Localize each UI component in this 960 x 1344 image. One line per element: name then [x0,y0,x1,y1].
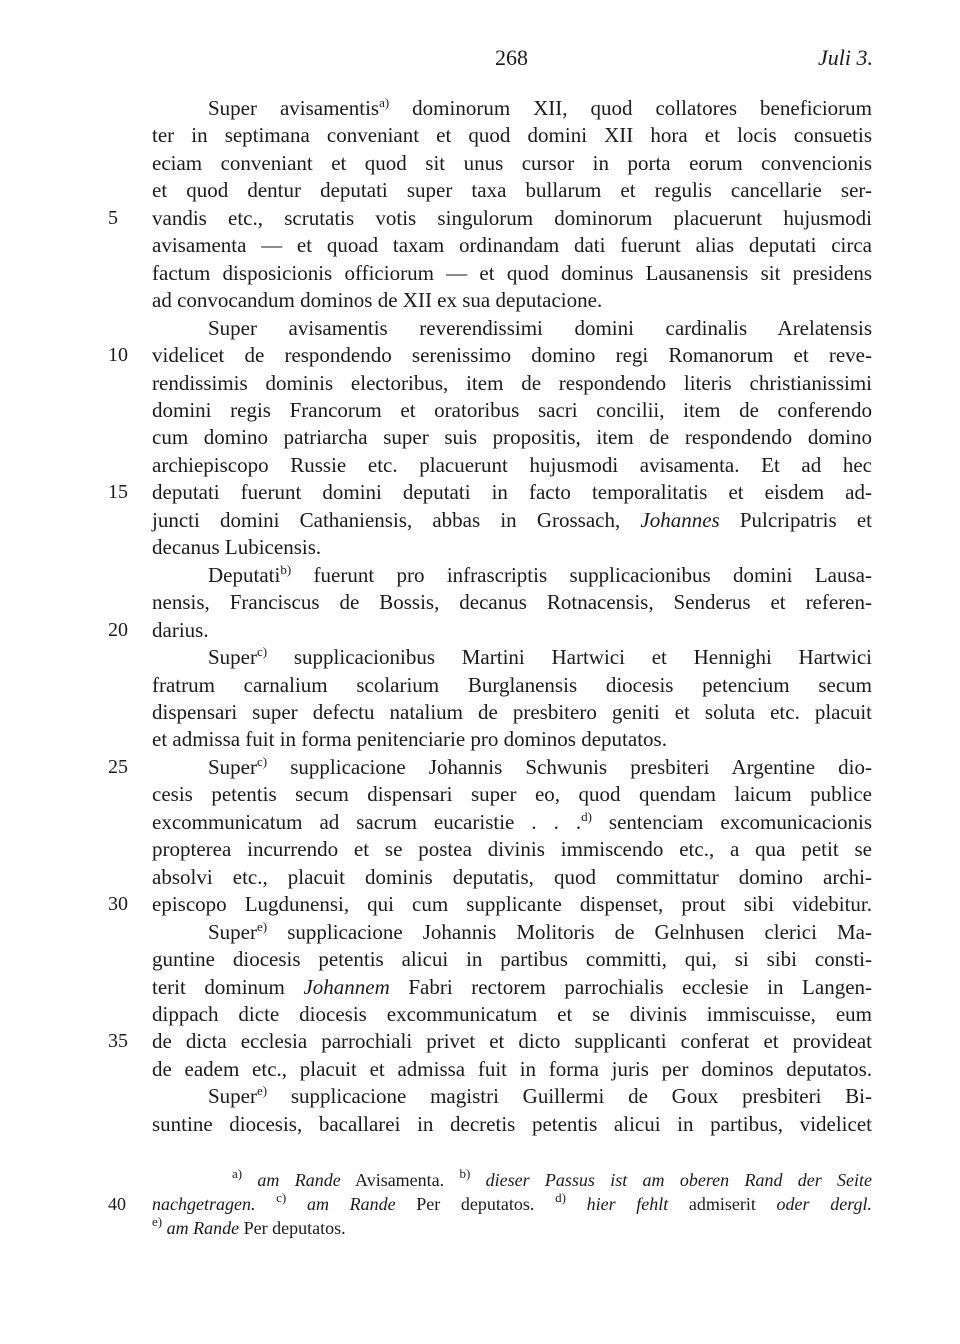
footnote-marker: e) [257,1083,268,1099]
footnote-line [152,1216,872,1240]
footnote-marker: b) [280,561,292,577]
text-segment: absolvi etc., placuit dominis deputatis, quod committatur domino archi- [152,864,872,889]
text-segment: juncti domini Cathaniensis, abbas in Grossach, [152,507,641,532]
italic-text: nachgetragen. [152,1194,256,1214]
text-segment: et quod dentur deputati super taxa bullarum et regulis cancellarie ser- [152,178,872,203]
text-segment: deputati fuerunt domini deputati in facto temporalitatis et eisdem ad- [152,480,872,505]
line-number: 20 [108,618,128,641]
text-line [152,1001,872,1028]
text-line [152,397,872,424]
text-segment: supplicacione Johannis Schwunis presbiteri Argentine dio- [267,754,872,779]
text-line [152,150,872,177]
text-segment: Super avisamentis [208,96,380,120]
text-segment: Super [208,754,257,779]
text-line [152,1056,872,1083]
text-segment: Super avisamentis reverendissimi domini cardinalis Arelatensis [208,315,872,340]
text-line [152,452,872,479]
text-line [152,1111,872,1138]
text-segment [242,1170,257,1190]
text-segment: supplicacione magistri Guillermi de Goux presbiteri Bi- [267,1084,872,1109]
text-segment: guntine diocesis petentis alicui in partibus committi, qui, si sibi consti- [152,947,872,972]
text-segment: excommunicatum ad sacrum eucaristie . . . [152,809,582,834]
italic-text: Johannem [303,974,390,999]
text-segment [470,1170,485,1190]
line-number: 15 [108,481,128,504]
footnote-marker: c) [257,644,268,660]
text-segment: de dicta ecclesia parrochiali privet et dicto supplicanti conferat et provideat [152,1029,872,1054]
text-line [152,95,872,122]
footnote-marker: a) [379,95,390,110]
text-segment: eciam conveniant et quod sit unus cursor in porta eorum convencionis [152,150,872,175]
text-segment: vandis etc., scrutatis votis singulorum dominorum placuerunt hujusmodi [152,205,872,230]
text-segment: terit dominum [152,974,304,999]
text-line [152,946,872,973]
text-segment: Avisamenta. [340,1170,460,1190]
text-line [152,974,872,1001]
footnote-marker: b) [459,1166,471,1181]
text-line [152,122,872,149]
italic-text: dieser Passus ist am oberen Rand der Seite [485,1170,873,1190]
text-segment: dispensari super defectu natalium de presbitero geniti et soluta etc. placuit [152,699,872,724]
text-segment: archiepiscopo Russie etc. placuerunt hujusmodi avisamenta. Et ad hec [152,452,872,477]
text-line [152,315,872,342]
text-line [108,1028,872,1055]
line-number: 5 [108,206,118,229]
text-line [152,507,872,534]
text-segment: propterea incurrendo et se postea divinis immiscendo etc., a qua petit se [152,837,872,862]
line-number: 10 [108,344,128,367]
text-line [152,672,872,699]
text-segment: Deputati [208,562,281,587]
text-line [152,1083,872,1110]
text-segment: episcopo Lugdunensi, qui cum supplicante dispenset, prout sibi videbitur. [152,892,872,917]
text-segment: decanus Lubicensis. [152,535,322,560]
running-head-date: Juli 3. [818,45,873,70]
text-line [108,342,872,369]
italic-text: am Rande [166,1218,240,1238]
text-segment: supplicacione Johannis Molitoris de Gelnhusen clerici Ma- [267,919,872,944]
text-segment: Per deputatos. [395,1194,556,1214]
text-segment: sentenciam excomunicacionis [591,809,872,834]
footnotes [108,1166,873,1240]
text-line [152,370,872,397]
text-segment: Per deputatos. [239,1218,346,1238]
text-segment: cesis petentis secum dispensari super eo, quod quendam laicum publice [152,782,872,807]
text-line [152,534,872,561]
text-segment: admiserit [668,1194,777,1214]
text-line [152,809,872,836]
text-line [152,589,872,616]
text-line [108,205,872,232]
text-segment: de eadem etc., placuit et admissa fuit in forma juris per dominos deputatos. [152,1056,872,1081]
text-segment: supplicacionibus Martini Hartwici et Hennighi Hartwici [267,645,872,670]
text-segment: domini regis Francorum et oratoribus sacri concilii, item de conferendo [152,397,872,422]
text-segment: fratrum carnalium scolarium Burglanensis diocesis petencium secum [152,672,872,697]
italic-text: am Rande [257,1170,341,1190]
text-segment: cum domino patriarcha super suis propositis, item de respondendo domino [152,425,872,450]
text-segment: darius. [152,617,209,642]
italic-text: hier fehlt [586,1194,669,1214]
text-line [152,699,872,726]
text-segment: avisamenta — et quoad taxam ordinandam dati fuerunt alias deputati circa [152,233,872,258]
italic-text: Johannes [640,507,720,532]
text-segment: Fabri rectorem parrochialis ecclesie in Langen- [389,974,873,999]
text-line [108,753,872,781]
text-segment: videlicet de respondendo serenissimo domino regi Romanorum et reve- [152,343,872,368]
footnote-marker: e) [257,918,268,934]
text-line [152,287,872,314]
text-segment [286,1194,307,1214]
footnote-marker: a) [232,1166,243,1181]
text-segment: suntine diocesis, bacallarei in decretis petentis alicui in partibus, videlicet [152,1111,872,1136]
footnote-marker: d) [581,808,592,824]
text-segment [255,1194,276,1214]
text-segment: ad convocandum dominos de XII ex sua deputacione. [152,288,603,313]
italic-text: oder dergl. [776,1194,873,1214]
text-segment: Pulcripatris et [719,507,872,532]
footnote-marker: c) [276,1190,287,1205]
text-line [152,919,872,946]
footnote-marker: c) [257,753,268,769]
text-segment: nensis, Franciscus de Bossis, decanus Rotnacensis, Senderus et referen- [152,590,872,615]
text-line [152,562,872,589]
text-line [108,891,872,918]
text-line [152,232,872,259]
italic-text: am Rande [306,1194,396,1214]
page-number: 268 [495,45,528,70]
text-line [108,617,872,644]
text-line [152,726,872,753]
text-line [152,260,872,287]
footnote-line [108,1190,873,1216]
text-segment: Super [208,645,257,670]
text-segment: dippach dicte diocesis excommunicatum et se divinis immiscuisse, eum [152,1001,872,1026]
text-line [152,836,872,863]
text-segment: fuerunt pro infrascriptis supplicacionibus domini Lausa- [291,562,872,587]
text-line [152,781,872,808]
line-number: 25 [108,755,128,778]
text-line [152,424,872,451]
text-line [152,644,872,671]
text-line [152,864,872,891]
text-segment: rendissimis dominis electoribus, item de respondendo literis christianissimi [152,370,872,395]
text-segment: Super [208,1084,257,1109]
text-segment: et admissa fuit in forma penitenciarie pro dominos deputatos. [152,727,667,752]
text-line [108,479,872,506]
line-number: 35 [108,1030,128,1053]
text-segment [566,1194,587,1214]
text-segment: Super [208,919,257,944]
text-segment: ter in septimana conveniant et quod domini XII hora et locis consuetis [152,123,872,148]
footnote-marker: d) [555,1190,566,1205]
text-segment: dominorum XII, quod collatores beneficiorum [389,96,873,120]
document-body [108,95,873,1138]
footnote-line [152,1168,872,1192]
line-number: 30 [108,893,128,916]
text-segment: factum disposicionis officiorum — et quod dominus Lausanensis sit presidens [152,260,872,285]
footnote-marker: e) [152,1214,163,1229]
text-line [152,177,872,204]
line-number: 40 [108,1194,126,1214]
